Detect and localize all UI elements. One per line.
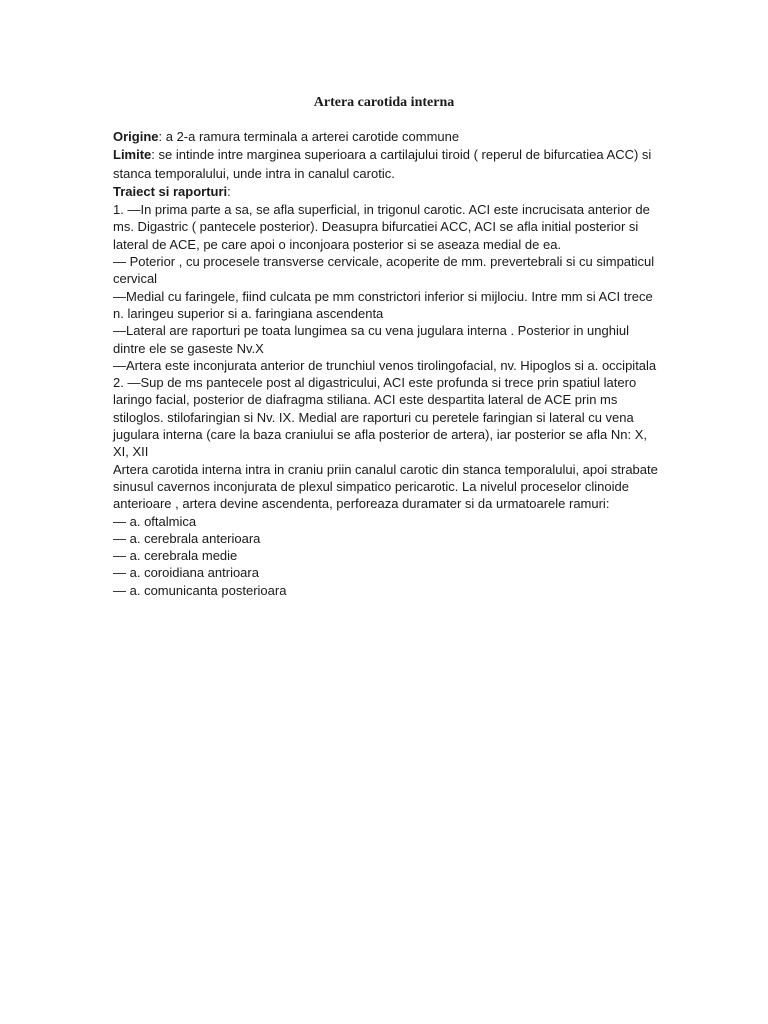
paragraph-craniu: Artera carotida interna intra in craniu priin canalul carotic din stanca temporalului, apoi strabate sinusul cavernos inconjurata de plexul simpatico pericarotic. La nivelul proceselor clinoide anterioare , artera devine ascendenta, perforeaza duramater si da urmatoarele ramuri: <box>113 461 658 512</box>
limite-text: : se intinde intre marginea superioara a cartilajului tiroid ( reperul de bifurcatiea ACC) si stanca temporalului, unde intra in canalul carotic. <box>113 147 652 181</box>
document-body <box>113 128 663 599</box>
origine-text: : a 2-a ramura terminala a arterei carotide commune <box>158 129 460 144</box>
branch-list-item: — a. coroidiana antrioara <box>113 565 259 581</box>
traiect-heading <box>113 183 663 201</box>
origine-label: Origine <box>113 129 159 144</box>
traiect-label: Traiect si raporturi <box>113 183 228 199</box>
traiect-colon: : <box>227 183 231 199</box>
paragraph-lateral: —Lateral are raporturi pe toata lungimea sa cu vena jugulara interna . Posterior in unghiul dintre ele se gaseste Nv.X <box>113 323 629 356</box>
branch-list-item: — a. oftalmica <box>113 513 197 529</box>
paragraph-posterior: — Poterior , cu procesele transverse cervicale, acoperite de mm. prevertebrali si cu simpaticul cervical <box>113 254 655 287</box>
limite-line <box>113 146 663 183</box>
document-title: Artera carotida interna <box>313 95 455 110</box>
branch-list-item: — a. comunicanta posterioara <box>113 582 287 598</box>
limite-label: Limite <box>113 147 152 163</box>
paragraph-2: 2. —Sup de ms pantecele post al digastricului, ACI este profunda si trece prin spatiul latero laringo facial, posterior de diafragma stiliana. ACI este despartita lateral de ACE prin ms stiloglos. stilofaringian si Nv. IX. Medial are raporturi cu peretele faringian si lateral cu vena jugulara interna (care la baza craniului se afla posterior de artera), iar posterior se afla Nn: X, XI, XII <box>113 375 647 460</box>
paragraph-anterior: —Artera este inconjurata anterior de trunchiul venos tirolingofacial, nv. Hipoglos si a. occipitala <box>113 357 657 373</box>
paragraph-medial: —Medial cu faringele, fiind culcata pe mm constrictori inferior si mijlociu. Intre mm si ACI trece n. laringeu superior si a. faringiana ascendenta <box>113 288 653 321</box>
branch-list-item: — a. cerebrala medie <box>113 548 238 564</box>
origine-line <box>113 128 663 146</box>
branch-list-item: — a. cerebrala anterioara <box>113 530 261 546</box>
paragraph-1: 1. —In prima parte a sa, se afla superficial, in trigonul carotic. ACI este incrucisata anterior de ms. Digastric ( pantecele posterior). Deasupra bifurcatiei ACC, ACI se afla initial posterior si lateral de ACE, pe care apoi o inconjoara posterior si se aseaza medial de ea. <box>113 202 650 252</box>
